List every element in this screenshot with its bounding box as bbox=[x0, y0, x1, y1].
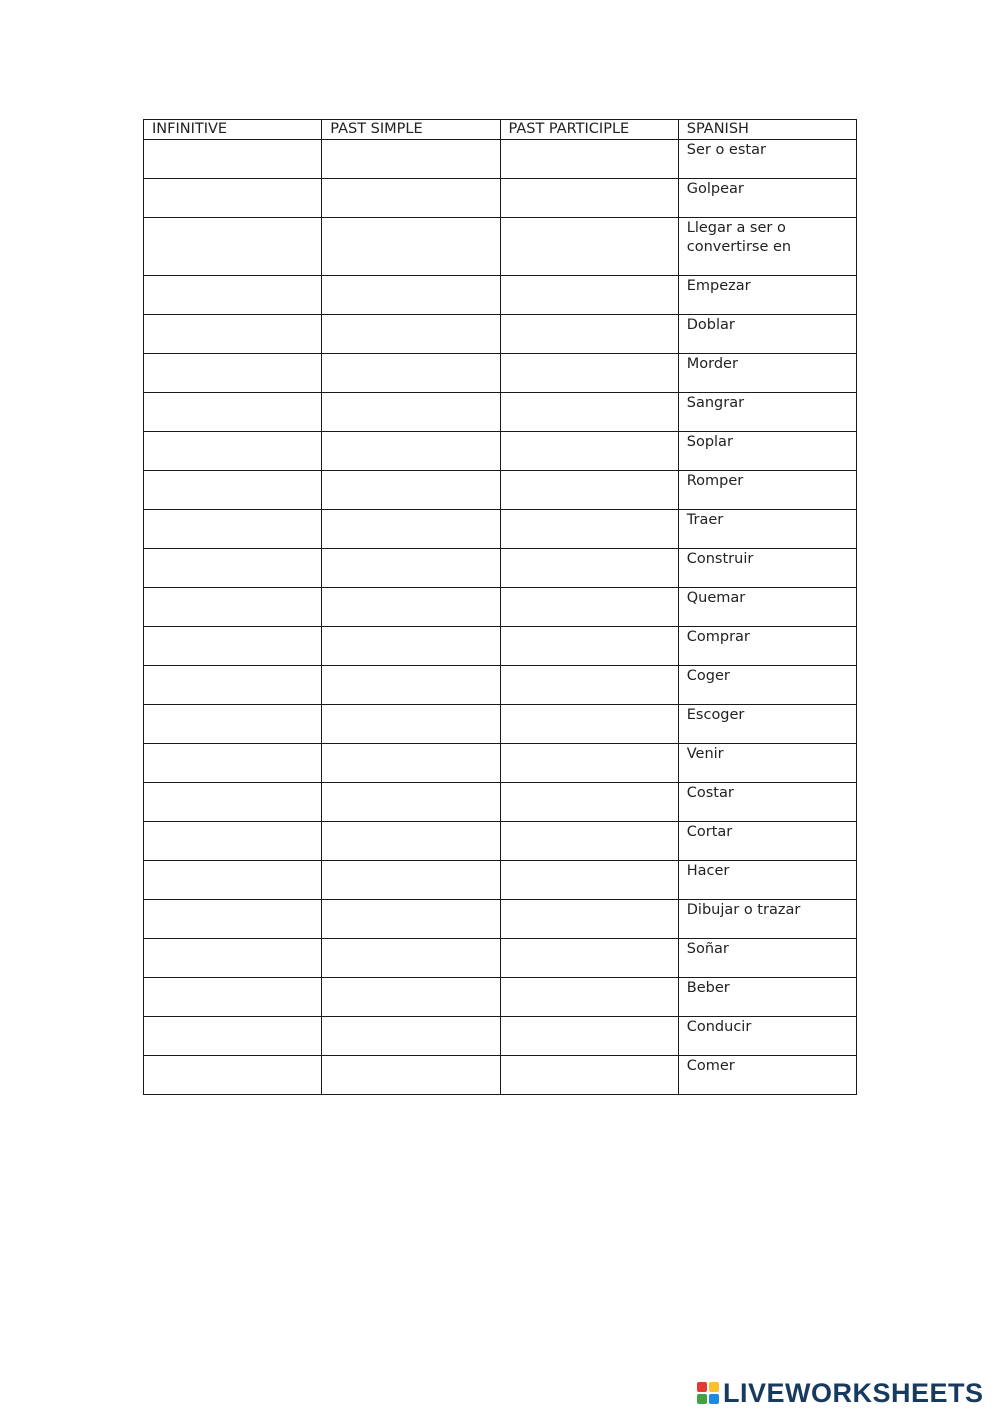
spanish-cell: Hacer bbox=[678, 861, 856, 900]
header-spanish: SPANISH bbox=[678, 120, 856, 140]
past-participle-cell[interactable] bbox=[500, 783, 678, 822]
infinitive-cell[interactable] bbox=[144, 744, 322, 783]
spanish-cell: Cortar bbox=[678, 822, 856, 861]
spanish-cell: Venir bbox=[678, 744, 856, 783]
infinitive-cell[interactable] bbox=[144, 276, 322, 315]
header-infinitive: INFINITIVE bbox=[144, 120, 322, 140]
spanish-cell: Empezar bbox=[678, 276, 856, 315]
past-simple-cell[interactable] bbox=[322, 218, 500, 276]
spanish-cell: Llegar a ser o convertirse en bbox=[678, 218, 856, 276]
infinitive-cell[interactable] bbox=[144, 705, 322, 744]
table-row bbox=[144, 315, 857, 354]
liveworksheets-logo-icon bbox=[697, 1382, 719, 1404]
past-participle-cell[interactable] bbox=[500, 900, 678, 939]
header-past-participle: PAST PARTICIPLE bbox=[500, 120, 678, 140]
past-participle-cell[interactable] bbox=[500, 510, 678, 549]
table-row bbox=[144, 783, 857, 822]
past-participle-cell[interactable] bbox=[500, 744, 678, 783]
infinitive-cell[interactable] bbox=[144, 179, 322, 218]
infinitive-cell[interactable] bbox=[144, 315, 322, 354]
past-simple-cell[interactable] bbox=[322, 140, 500, 179]
past-simple-cell[interactable] bbox=[322, 1017, 500, 1056]
logo-square-yellow bbox=[709, 1382, 719, 1392]
spanish-cell: Sangrar bbox=[678, 393, 856, 432]
past-participle-cell[interactable] bbox=[500, 140, 678, 179]
past-participle-cell[interactable] bbox=[500, 354, 678, 393]
past-participle-cell[interactable] bbox=[500, 393, 678, 432]
past-simple-cell[interactable] bbox=[322, 861, 500, 900]
infinitive-cell[interactable] bbox=[144, 510, 322, 549]
past-simple-cell[interactable] bbox=[322, 705, 500, 744]
table-row bbox=[144, 471, 857, 510]
table-body bbox=[144, 140, 857, 1095]
past-participle-cell[interactable] bbox=[500, 179, 678, 218]
infinitive-cell[interactable] bbox=[144, 432, 322, 471]
past-simple-cell[interactable] bbox=[322, 354, 500, 393]
past-simple-cell[interactable] bbox=[322, 393, 500, 432]
past-simple-cell[interactable] bbox=[322, 510, 500, 549]
infinitive-cell[interactable] bbox=[144, 1056, 322, 1095]
table-row bbox=[144, 978, 857, 1017]
past-participle-cell[interactable] bbox=[500, 978, 678, 1017]
table-row bbox=[144, 666, 857, 705]
past-simple-cell[interactable] bbox=[322, 432, 500, 471]
spanish-cell: Golpear bbox=[678, 179, 856, 218]
table-row bbox=[144, 939, 857, 978]
past-simple-cell[interactable] bbox=[322, 1056, 500, 1095]
past-simple-cell[interactable] bbox=[322, 900, 500, 939]
table-row bbox=[144, 218, 857, 276]
past-participle-cell[interactable] bbox=[500, 861, 678, 900]
infinitive-cell[interactable] bbox=[144, 218, 322, 276]
infinitive-cell[interactable] bbox=[144, 588, 322, 627]
past-participle-cell[interactable] bbox=[500, 666, 678, 705]
spanish-cell: Traer bbox=[678, 510, 856, 549]
spanish-cell: Soñar bbox=[678, 939, 856, 978]
spanish-cell: Comprar bbox=[678, 627, 856, 666]
table-row bbox=[144, 354, 857, 393]
past-simple-cell[interactable] bbox=[322, 744, 500, 783]
table-row bbox=[144, 393, 857, 432]
spanish-cell: Romper bbox=[678, 471, 856, 510]
past-participle-cell[interactable] bbox=[500, 1017, 678, 1056]
spanish-cell: Costar bbox=[678, 783, 856, 822]
past-simple-cell[interactable] bbox=[322, 939, 500, 978]
table-row bbox=[144, 900, 857, 939]
past-simple-cell[interactable] bbox=[322, 627, 500, 666]
table-row bbox=[144, 179, 857, 218]
spanish-cell: Doblar bbox=[678, 315, 856, 354]
table-row bbox=[144, 276, 857, 315]
verb-table bbox=[143, 119, 857, 1095]
infinitive-cell[interactable] bbox=[144, 627, 322, 666]
infinitive-cell[interactable] bbox=[144, 861, 322, 900]
past-simple-cell[interactable] bbox=[322, 588, 500, 627]
past-simple-cell[interactable] bbox=[322, 978, 500, 1017]
infinitive-cell[interactable] bbox=[144, 140, 322, 179]
spanish-cell: Ser o estar bbox=[678, 140, 856, 179]
table-row bbox=[144, 1017, 857, 1056]
logo-square-green bbox=[697, 1394, 707, 1404]
past-participle-cell[interactable] bbox=[500, 276, 678, 315]
spanish-cell: Escoger bbox=[678, 705, 856, 744]
spanish-cell: Comer bbox=[678, 1056, 856, 1095]
infinitive-cell[interactable] bbox=[144, 393, 322, 432]
infinitive-cell[interactable] bbox=[144, 666, 322, 705]
table-header-row bbox=[144, 120, 857, 140]
past-participle-cell[interactable] bbox=[500, 1056, 678, 1095]
spanish-cell: Quemar bbox=[678, 588, 856, 627]
infinitive-cell[interactable] bbox=[144, 549, 322, 588]
past-participle-cell[interactable] bbox=[500, 627, 678, 666]
past-simple-cell[interactable] bbox=[322, 666, 500, 705]
table-row bbox=[144, 627, 857, 666]
past-participle-cell[interactable] bbox=[500, 218, 678, 276]
header-past-simple: PAST SIMPLE bbox=[322, 120, 500, 140]
past-participle-cell[interactable] bbox=[500, 705, 678, 744]
past-simple-cell[interactable] bbox=[322, 549, 500, 588]
table-row bbox=[144, 744, 857, 783]
infinitive-cell[interactable] bbox=[144, 939, 322, 978]
infinitive-cell[interactable] bbox=[144, 822, 322, 861]
table-row bbox=[144, 822, 857, 861]
past-participle-cell[interactable] bbox=[500, 549, 678, 588]
brand-text: LIVEWORKSHEETS bbox=[723, 1377, 984, 1408]
infinitive-cell[interactable] bbox=[144, 783, 322, 822]
past-participle-cell[interactable] bbox=[500, 432, 678, 471]
past-simple-cell[interactable] bbox=[322, 822, 500, 861]
past-simple-cell[interactable] bbox=[322, 276, 500, 315]
spanish-cell: Dibujar o trazar bbox=[678, 900, 856, 939]
infinitive-cell[interactable] bbox=[144, 471, 322, 510]
table-row bbox=[144, 510, 857, 549]
past-participle-cell[interactable] bbox=[500, 939, 678, 978]
table-row bbox=[144, 549, 857, 588]
spanish-cell: Morder bbox=[678, 354, 856, 393]
past-participle-cell[interactable] bbox=[500, 471, 678, 510]
table-row bbox=[144, 861, 857, 900]
past-simple-cell[interactable] bbox=[322, 315, 500, 354]
past-participle-cell[interactable] bbox=[500, 315, 678, 354]
infinitive-cell[interactable] bbox=[144, 1017, 322, 1056]
infinitive-cell[interactable] bbox=[144, 354, 322, 393]
past-participle-cell[interactable] bbox=[500, 822, 678, 861]
logo-square-blue bbox=[709, 1394, 719, 1404]
table-row bbox=[144, 140, 857, 179]
past-simple-cell[interactable] bbox=[322, 471, 500, 510]
table-row bbox=[144, 432, 857, 471]
liveworksheets-brand bbox=[697, 1377, 984, 1409]
logo-square-red bbox=[697, 1382, 707, 1392]
past-simple-cell[interactable] bbox=[322, 179, 500, 218]
table-row bbox=[144, 588, 857, 627]
table-row bbox=[144, 1056, 857, 1095]
spanish-cell: Construir bbox=[678, 549, 856, 588]
spanish-cell: Beber bbox=[678, 978, 856, 1017]
past-simple-cell[interactable] bbox=[322, 783, 500, 822]
spanish-cell: Conducir bbox=[678, 1017, 856, 1056]
spanish-cell: Coger bbox=[678, 666, 856, 705]
table-row bbox=[144, 705, 857, 744]
infinitive-cell[interactable] bbox=[144, 978, 322, 1017]
past-participle-cell[interactable] bbox=[500, 588, 678, 627]
infinitive-cell[interactable] bbox=[144, 900, 322, 939]
spanish-cell: Soplar bbox=[678, 432, 856, 471]
